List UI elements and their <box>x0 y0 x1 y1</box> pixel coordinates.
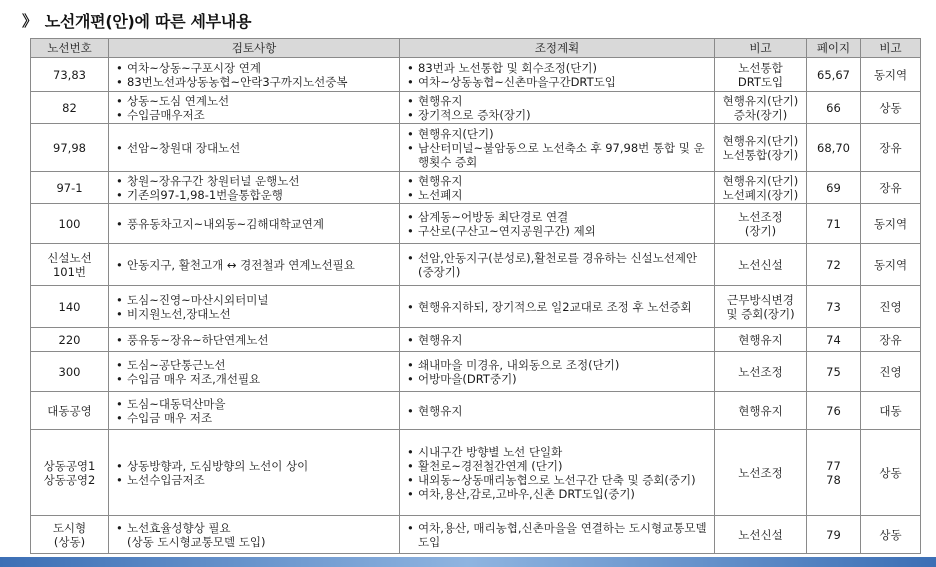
plan-item: • 여차,용산,감로,고바우,신촌 DRT도입(중기) <box>418 487 710 501</box>
header-page: 페이지 <box>807 39 861 58</box>
note-line: 현행유지(단기) <box>722 133 799 148</box>
note-line: 노선통합 <box>738 60 783 75</box>
route-cell: 82 <box>31 92 109 124</box>
plan-cell <box>400 58 715 92</box>
plan-item: • 현행유지 <box>418 404 710 418</box>
review-item: • 풍유동~장유~하단연계노선 <box>127 333 395 347</box>
note-cell: 노선신설 <box>715 516 807 554</box>
note-cell: 노선조정 <box>715 430 807 516</box>
area-cell: 동지역 <box>861 58 921 92</box>
review-cell <box>109 430 400 516</box>
page-title <box>22 6 251 34</box>
review-item: • 선암~창원대 장대노선 <box>127 141 395 155</box>
plan-cell <box>400 516 715 554</box>
review-item: • 수입금 매우 저조,개선필요 <box>127 372 395 386</box>
table-row <box>31 430 921 516</box>
note-line: 노선조정 <box>738 209 783 224</box>
page-cell: 74 <box>807 328 861 352</box>
review-cell <box>109 516 400 554</box>
review-item: • 여차~상동~구포시장 연계 <box>127 61 395 75</box>
table-row <box>31 352 921 392</box>
plan-cell <box>400 328 715 352</box>
plan-item: • 현행유지(단기) <box>418 127 710 141</box>
page-cell <box>807 430 861 516</box>
plan-item: • 삼계동~어방동 최단경로 연결 <box>418 210 710 224</box>
page-line: 77 <box>826 458 841 473</box>
plan-item: • 현행유지 <box>418 333 710 347</box>
plan-item: • 남산터미널~불암동으로 노선축소 후 97,98번 통합 및 운행횟수 증회 <box>418 141 710 169</box>
route-cell <box>31 430 109 516</box>
review-cell <box>109 92 400 124</box>
review-cell <box>109 204 400 244</box>
route-line: 101번 <box>52 264 87 279</box>
title-marker-icon: 》 <box>22 11 37 30</box>
review-item: • 수입금 매우 저조 <box>127 411 395 425</box>
route-line: 상동공영2 <box>43 472 96 487</box>
note-cell <box>715 58 807 92</box>
plan-cell <box>400 92 715 124</box>
note-cell: 현행유지 <box>715 392 807 430</box>
route-line: 상동공영1 <box>43 458 96 473</box>
review-cell <box>109 392 400 430</box>
route-cell: 220 <box>31 328 109 352</box>
note-line: 노선통합(장기) <box>722 147 799 162</box>
route-cell: 97-1 <box>31 172 109 204</box>
table-row <box>31 392 921 430</box>
plan-item: • 여차~상동농협~신촌마을구간DRT도입 <box>418 75 710 89</box>
plan-item: • 노선폐지 <box>418 188 710 202</box>
table-row <box>31 516 921 554</box>
note-cell: 현행유지 <box>715 328 807 352</box>
page-cell: 76 <box>807 392 861 430</box>
header-route: 노선번호 <box>31 39 109 58</box>
area-cell: 장유 <box>861 172 921 204</box>
page-cell: 68,70 <box>807 124 861 172</box>
table-row <box>31 244 921 286</box>
area-cell: 상동 <box>861 430 921 516</box>
plan-item: • 어방마을(DRT중기) <box>418 372 710 386</box>
review-item: • 비지원노선,장대노선 <box>127 307 395 321</box>
plan-cell <box>400 352 715 392</box>
review-item: • 안동지구, 활천고개 ↔ 경전철과 연계노선필요 <box>127 258 395 272</box>
route-cell: 100 <box>31 204 109 244</box>
review-item: • 상동~도심 연계노선 <box>127 94 395 108</box>
review-item: • 노선수입금저조 <box>127 473 395 487</box>
note-line: 근무방식변경 <box>727 292 794 307</box>
table-row <box>31 286 921 328</box>
review-cell <box>109 286 400 328</box>
area-cell: 상동 <box>861 516 921 554</box>
plan-item: • 장기적으로 증차(장기) <box>418 108 710 122</box>
review-cell <box>109 328 400 352</box>
route-detail-table <box>30 38 921 554</box>
route-cell: 97,98 <box>31 124 109 172</box>
review-item: (상동 도시형교통모델 도입) <box>127 534 266 549</box>
table-row <box>31 204 921 244</box>
page-line: 78 <box>826 472 841 487</box>
page-cell: 73 <box>807 286 861 328</box>
title-text: 노선개편(안)에 따른 세부내용 <box>44 11 252 31</box>
area-cell: 대동 <box>861 392 921 430</box>
table-header-row <box>31 39 921 58</box>
plan-cell <box>400 392 715 430</box>
plan-item: • 현행유지 <box>418 94 710 108</box>
area-cell: 진영 <box>861 352 921 392</box>
note-cell <box>715 172 807 204</box>
note-line: 및 증회(장기) <box>726 306 795 321</box>
plan-item: • 현행유지하되, 장기적으로 일2교대로 조정 후 노선증회 <box>418 300 710 314</box>
area-cell: 동지역 <box>861 244 921 286</box>
route-line: (상동) <box>53 534 86 549</box>
plan-item: • 구산로(구산고~연지공원구간) 제외 <box>418 224 710 238</box>
route-line: 신설노선 <box>47 250 92 265</box>
review-item: • 도심~진영~마산시외터미널 <box>127 293 395 307</box>
review-cell <box>109 244 400 286</box>
plan-cell <box>400 172 715 204</box>
route-cell: 300 <box>31 352 109 392</box>
note-cell <box>715 204 807 244</box>
review-item: • 노선효율성향상 필요 <box>127 521 395 535</box>
review-cell <box>109 172 400 204</box>
table-row <box>31 328 921 352</box>
review-item: • 도심~대동덕산마을 <box>127 397 395 411</box>
area-cell: 상동 <box>861 92 921 124</box>
plan-item: • 83번과 노선통합 및 회수조정(단기) <box>418 61 710 75</box>
plan-item: • 현행유지 <box>418 174 710 188</box>
header-review: 검토사항 <box>109 39 400 58</box>
review-item: • 상동방향과, 도심방향의 노선이 상이 <box>127 459 395 473</box>
area-cell: 장유 <box>861 328 921 352</box>
page-cell: 71 <box>807 204 861 244</box>
review-item: • 수입금매우저조 <box>127 108 395 122</box>
area-cell: 진영 <box>861 286 921 328</box>
area-cell: 동지역 <box>861 204 921 244</box>
header-area: 비고 <box>861 39 921 58</box>
note-cell <box>715 286 807 328</box>
review-item: • 도심~공단통근노선 <box>127 358 395 372</box>
review-cell <box>109 352 400 392</box>
page-cell: 75 <box>807 352 861 392</box>
plan-cell <box>400 286 715 328</box>
plan-item: • 시내구간 방향별 노선 단일화 <box>418 445 710 459</box>
note-cell <box>715 92 807 124</box>
review-item: • 창원~장유구간 창원터널 운행노선 <box>127 174 395 188</box>
note-line: 노선폐지(장기) <box>722 187 799 202</box>
plan-item: • 내외동~상동매리농협으로 노선구간 단축 및 증회(중기) <box>418 473 710 487</box>
route-cell: 140 <box>31 286 109 328</box>
bottom-decor-band <box>0 557 936 567</box>
note-cell: 노선신설 <box>715 244 807 286</box>
review-item: • 풍유동차고지~내외동~김해대학교연계 <box>127 217 395 231</box>
header-note: 비고 <box>715 39 807 58</box>
plan-item: • 쇄내마을 미경유, 내외동으로 조정(단기) <box>418 358 710 372</box>
note-cell <box>715 124 807 172</box>
route-cell <box>31 516 109 554</box>
page-cell: 65,67 <box>807 58 861 92</box>
route-cell: 대동공영 <box>31 392 109 430</box>
note-line: DRT도입 <box>737 74 784 89</box>
review-item: • 83번노선과상동농협~안락3구까지노선중복 <box>127 75 395 89</box>
plan-cell <box>400 430 715 516</box>
route-cell <box>31 244 109 286</box>
page-cell: 72 <box>807 244 861 286</box>
note-line: (장기) <box>744 223 777 238</box>
plan-cell <box>400 244 715 286</box>
note-line: 현행유지(단기) <box>722 93 799 108</box>
table-row <box>31 124 921 172</box>
route-cell: 73,83 <box>31 58 109 92</box>
plan-item: • 선암,안동지구(분성로),활천로를 경유하는 신설노선제안(중장기) <box>418 251 710 279</box>
area-cell: 장유 <box>861 124 921 172</box>
review-item: • 기존의97-1,98-1번을통합운행 <box>127 188 395 202</box>
page-cell: 66 <box>807 92 861 124</box>
note-line: 증차(장기) <box>733 107 788 122</box>
route-line: 도시형 <box>52 520 87 535</box>
note-line: 현행유지(단기) <box>722 173 799 188</box>
plan-cell <box>400 204 715 244</box>
page-cell: 69 <box>807 172 861 204</box>
review-cell <box>109 58 400 92</box>
header-plan: 조정계획 <box>400 39 715 58</box>
table-row <box>31 92 921 124</box>
review-cell <box>109 124 400 172</box>
table-row <box>31 172 921 204</box>
table-row <box>31 58 921 92</box>
plan-item: • 여차,용산, 매리농협,신촌마을을 연결하는 도시형교통모델 도입 <box>418 521 710 549</box>
page-cell: 79 <box>807 516 861 554</box>
plan-cell <box>400 124 715 172</box>
plan-item: • 활천로~경전철간연계 (단기) <box>418 459 710 473</box>
note-cell: 노선조정 <box>715 352 807 392</box>
